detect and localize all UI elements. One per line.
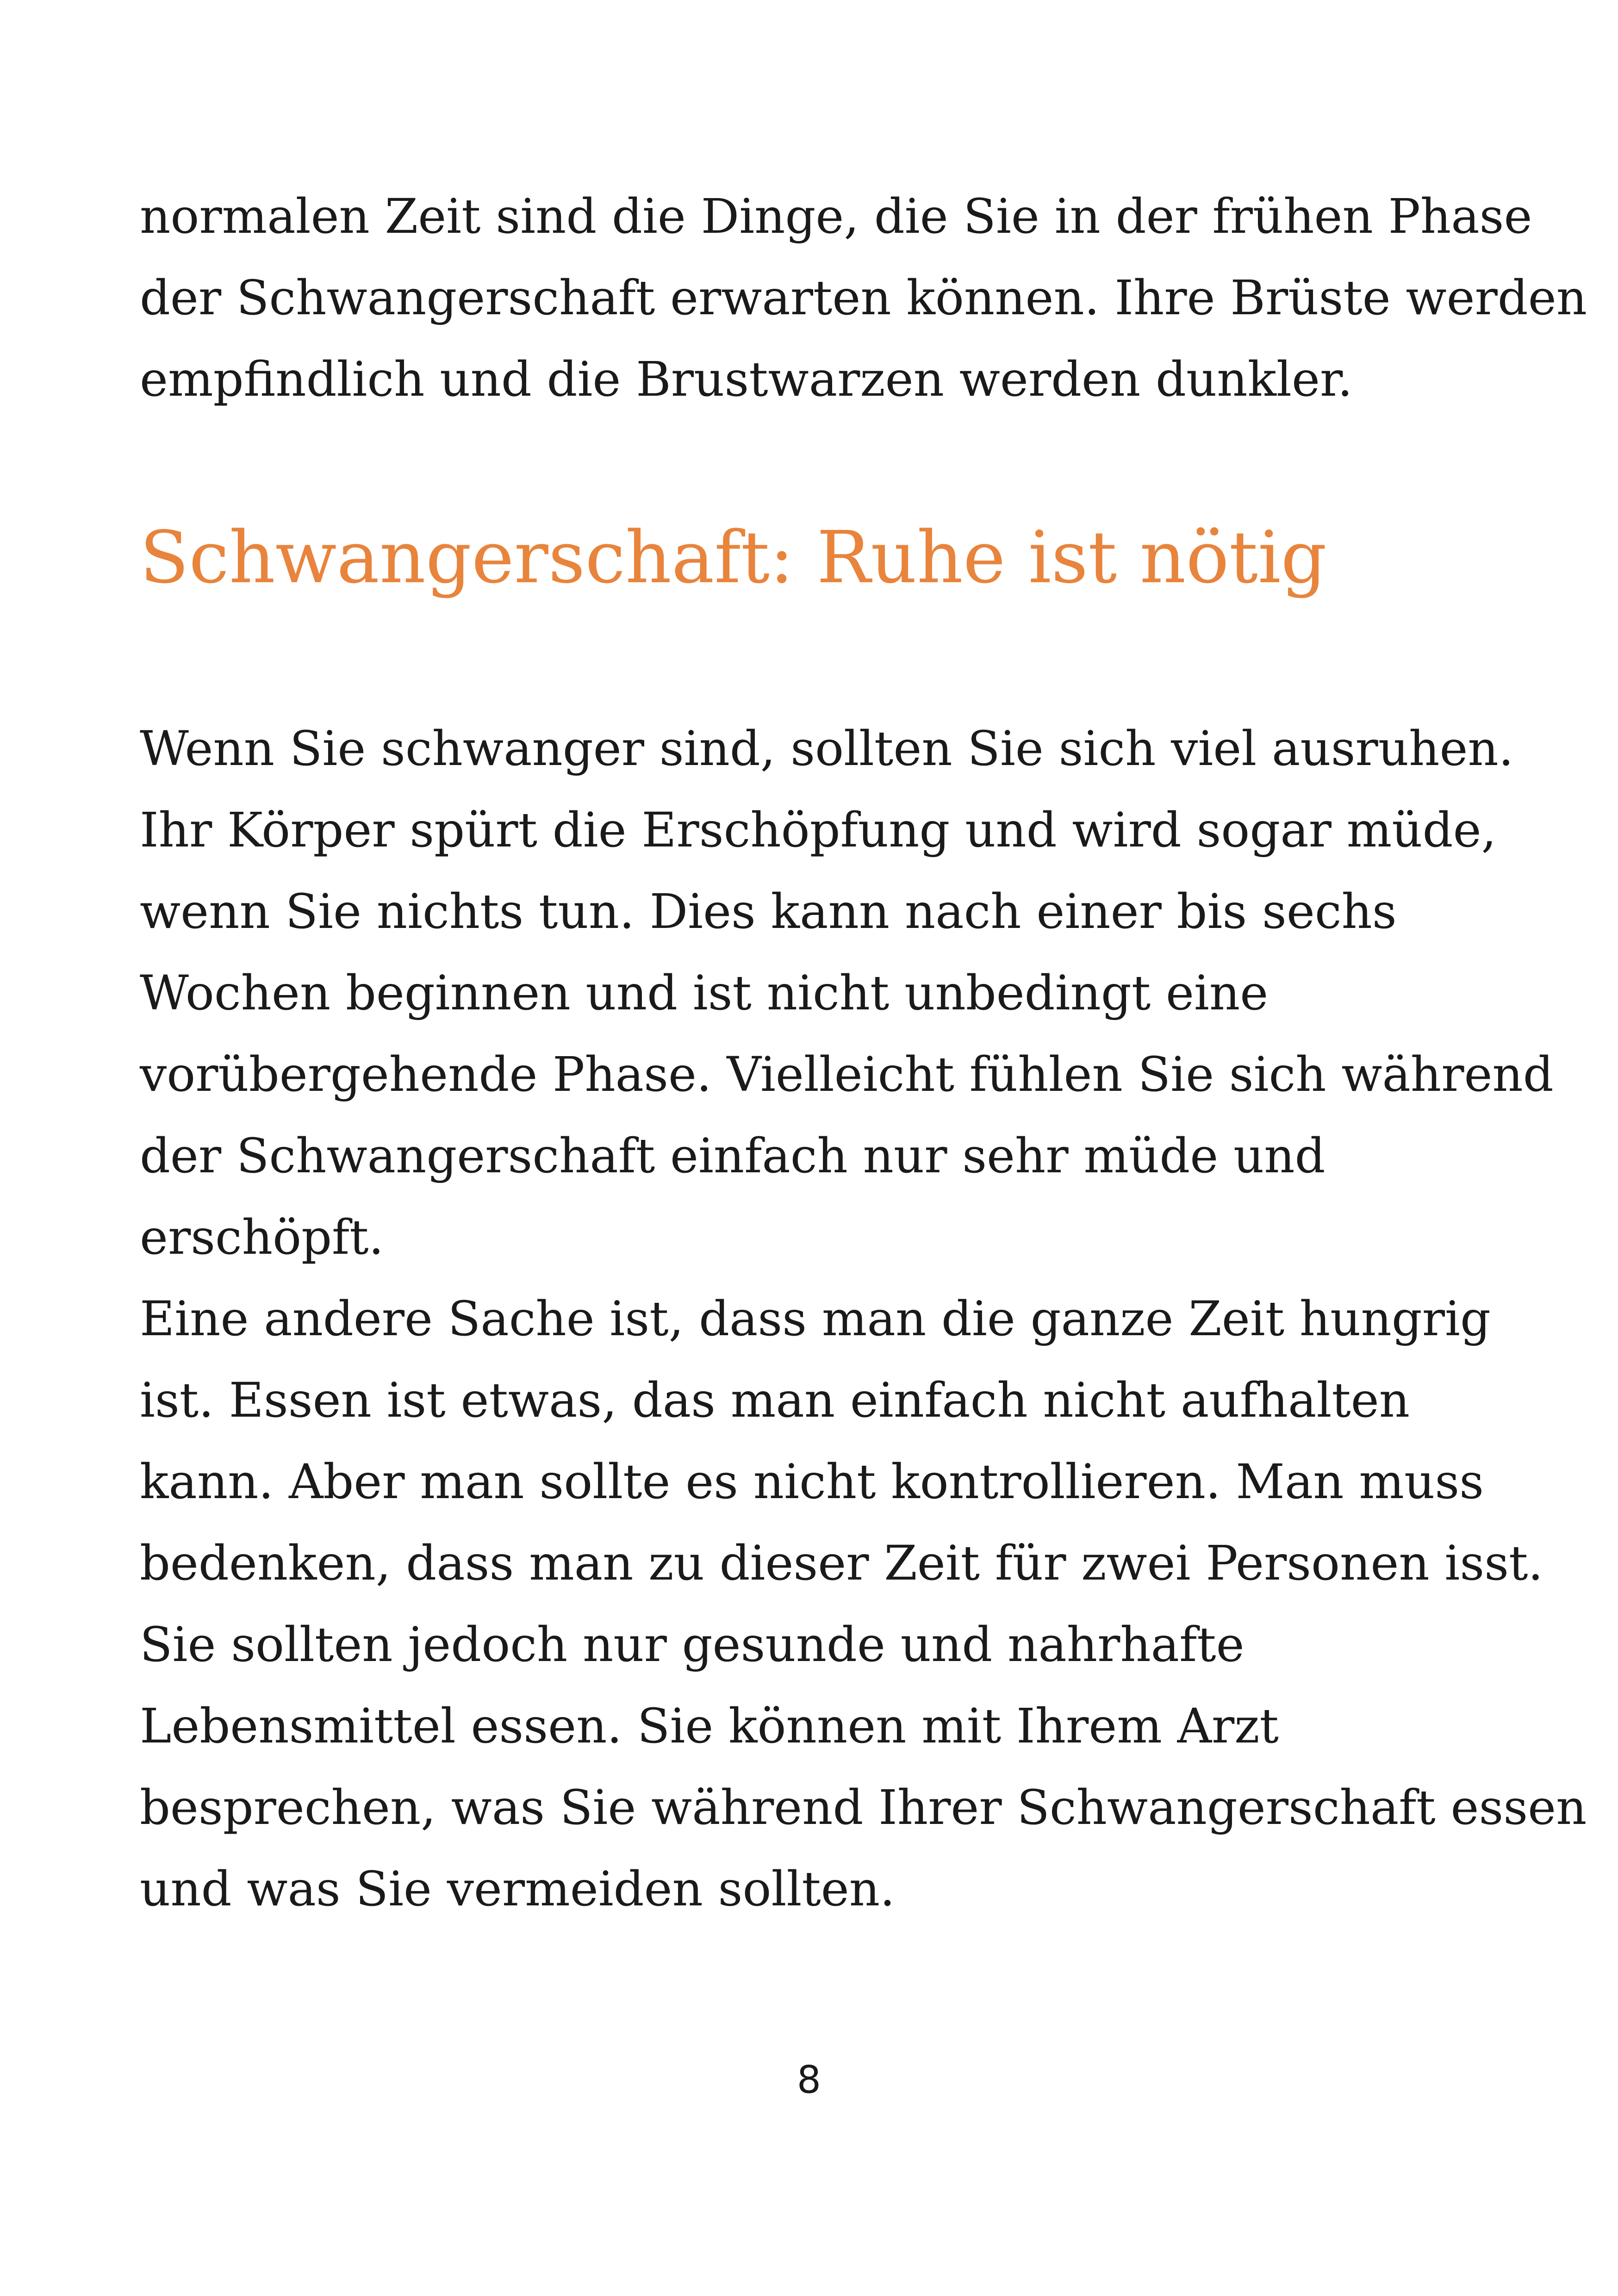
- text-line: Ihr Körper spürt die Erschöpfung und wird sogar müde,: [140, 803, 1497, 858]
- text-line: der Schwangerschaft einfach nur sehr müde und: [140, 1128, 1326, 1184]
- text-line: normalen Zeit sind die Dinge, die Sie in der frühen Phase: [140, 189, 1532, 244]
- section-heading: Schwangerschaft: Ruhe ist nötig: [140, 516, 1327, 599]
- text-line: kann. Aber man sollte es nicht kontrollieren. Man muss: [140, 1454, 1484, 1510]
- text-line: Wochen beginnen und ist nicht unbedingt eine: [140, 965, 1269, 1021]
- text-line: Sie sollten jedoch nur gesunde und nahrhafte: [140, 1617, 1245, 1673]
- text-line: Wenn Sie schwanger sind, sollten Sie sich viel ausruhen.: [140, 721, 1514, 777]
- text-line: besprechen, was Sie während Ihrer Schwangerschaft essen: [140, 1780, 1587, 1836]
- text-line: ist. Essen ist etwas, das man einfach nicht aufhalten: [140, 1373, 1410, 1428]
- text-line: der Schwangerschaft erwarten können. Ihre Brüste werden: [140, 270, 1587, 326]
- text-line: wenn Sie nichts tun. Dies kann nach einer bis sechs: [140, 884, 1397, 940]
- text-line: erschöpft.: [140, 1210, 384, 1265]
- text-line: und was Sie vermeiden sollten.: [140, 1861, 895, 1917]
- body-paragraphs: [140, 708, 1587, 1930]
- intro-paragraph: [140, 176, 1587, 420]
- text-line: empfindlich und die Brustwarzen werden dunkler.: [140, 352, 1353, 407]
- text-line: vorübergehende Phase. Vielleicht fühlen Sie sich während: [140, 1047, 1554, 1102]
- page-number: 8: [797, 2058, 821, 2102]
- text-line: Eine andere Sache ist, dass man die ganze Zeit hungrig: [140, 1291, 1491, 1347]
- text-line: Lebensmittel essen. Sie können mit Ihrem Arzt: [140, 1699, 1279, 1754]
- text-line: bedenken, dass man zu dieser Zeit für zwei Personen isst.: [140, 1536, 1543, 1591]
